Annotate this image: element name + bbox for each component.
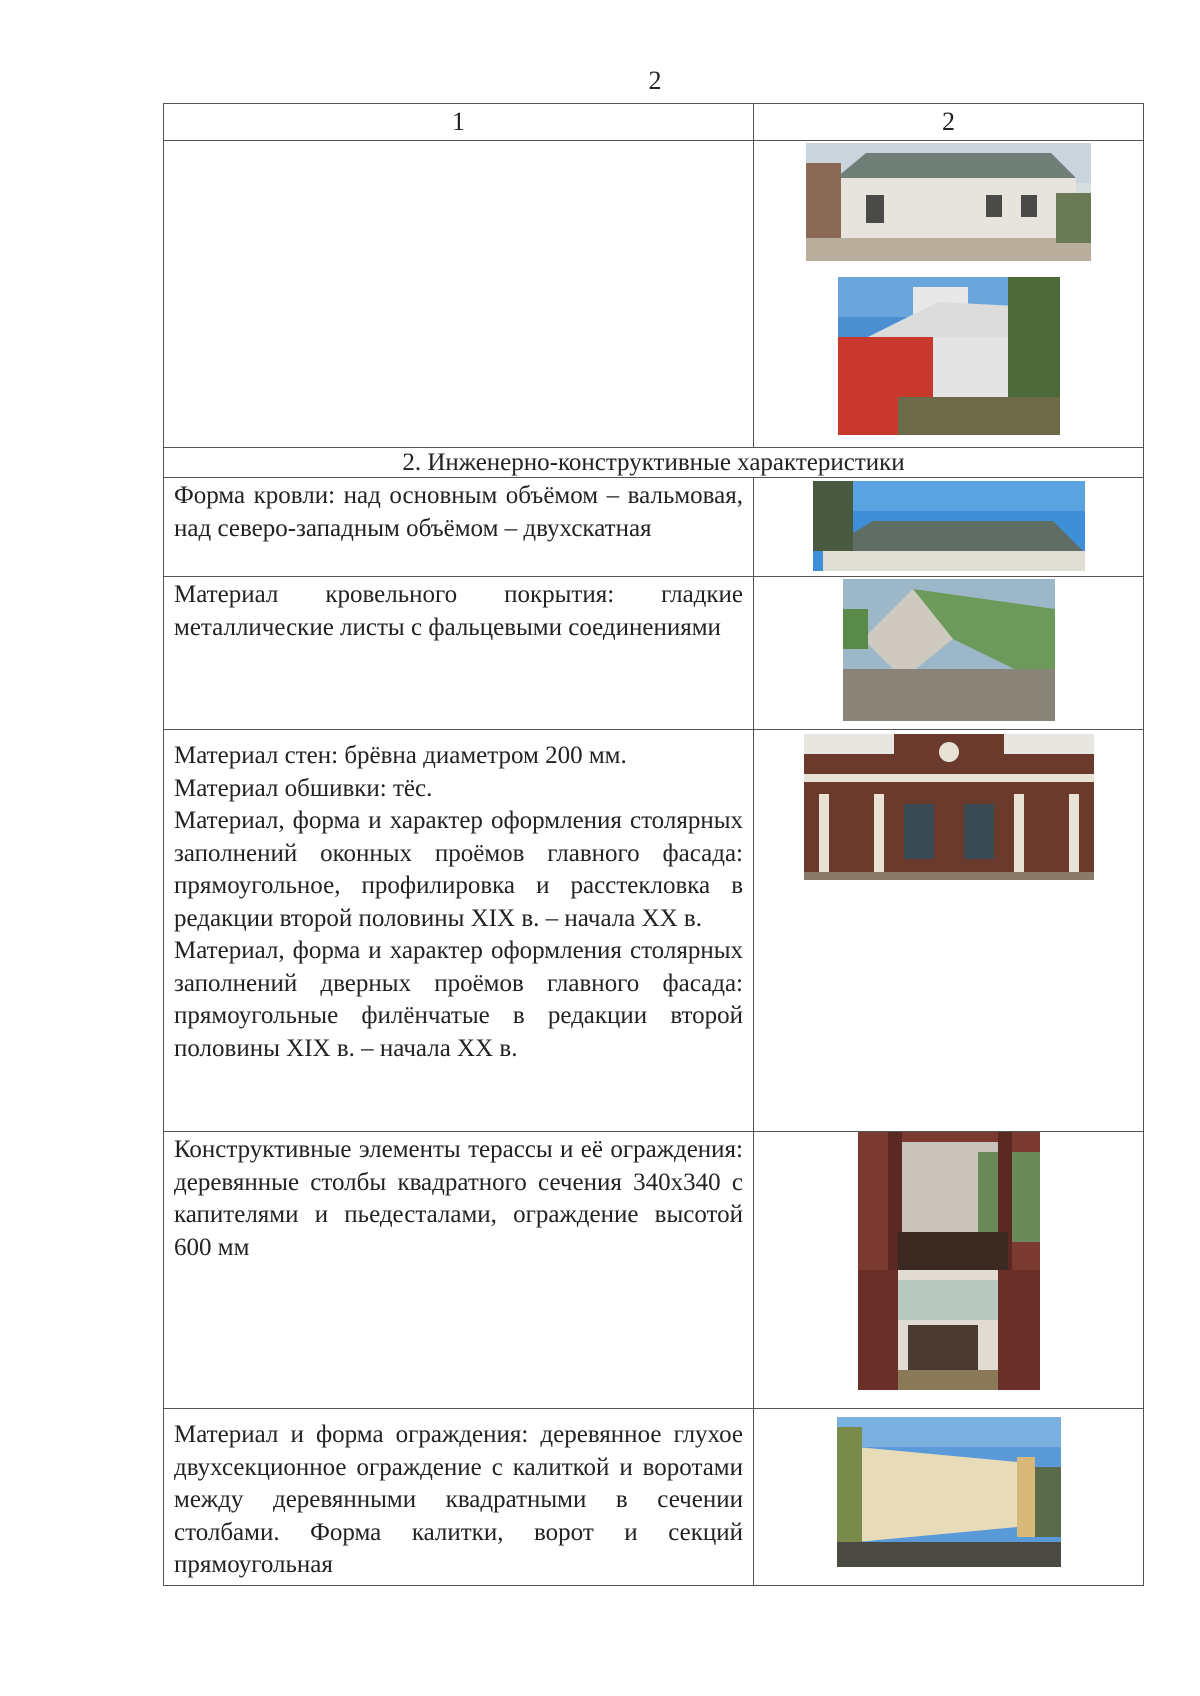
roof-form-text: Форма кровли: над основным объёмом – вальмовая, над северо-западным объёмом – двухскатная <box>174 482 743 542</box>
table-row <box>164 478 1144 577</box>
section-row <box>164 448 1144 478</box>
table-row <box>164 1132 1144 1409</box>
header-col-2: 2 <box>754 104 1144 141</box>
page-number: 2 <box>648 66 662 95</box>
header-col-1: 1 <box>164 104 754 141</box>
terrace-photo-2 <box>858 1270 1040 1390</box>
empty-text-cell <box>164 141 754 448</box>
section-title: 2. Инженерно-конструктивные характеристики <box>164 448 1144 478</box>
table-row <box>164 577 1144 730</box>
house-facade-photo <box>806 143 1091 261</box>
roof-photo <box>813 481 1085 571</box>
text-cell <box>164 577 754 730</box>
sheathing-material-text: Материал обшивки: тёс. <box>174 774 433 802</box>
photo-cell <box>754 478 1144 577</box>
text-cell <box>164 730 754 1132</box>
text-cell <box>164 1409 754 1586</box>
photo-cell <box>754 1132 1144 1409</box>
table-header-row <box>164 104 1144 141</box>
table-row <box>164 730 1144 1132</box>
roof-covering-photo <box>843 579 1055 721</box>
photo-cell <box>754 730 1144 1132</box>
table-row <box>164 1409 1144 1586</box>
fence-material-text: Материал и форма ограждения: деревянное глухое двухсекционное ограждение с калиткой и воротами между деревянными квадратными в сечении столбами. Форма калитки, ворот и секций прямоугольная <box>174 1421 743 1578</box>
door-joinery-text: Материал, форма и характер оформления столярных заполнений дверных проёмов главного фасада: прямоугольные филёнчатые в редакции второй половины XIX в. – начала XX в. <box>174 937 743 1062</box>
terrace-elements-text: Конструктивные элементы терассы и её ограждения: деревянные столбы квадратного сечения 340х340 с капителями и пьедесталами, ограждение высотой 600 мм <box>174 1136 743 1261</box>
text-cell <box>164 478 754 577</box>
main-facade-photo <box>804 734 1094 880</box>
roof-material-text: Материал кровельного покрытия: гладкие металлические листы с фальцевыми соединениями <box>174 581 743 641</box>
house-side-photo <box>838 277 1060 435</box>
characteristics-table <box>163 103 1144 1586</box>
fence-photo <box>837 1417 1061 1567</box>
photo-cell <box>754 141 1144 448</box>
wall-material-text: Материал стен: брёвна диаметром 200 мм. <box>174 742 627 769</box>
window-joinery-text: Материал, форма и характер оформления столярных заполнений оконных проёмов главного фасада: прямоугольное, профилировка и расстекловка в редакции второй половины XIX в. – начала XX в. <box>174 807 743 932</box>
text-cell <box>164 1132 754 1409</box>
terrace-photo-1 <box>858 1132 1040 1270</box>
photo-cell <box>754 1409 1144 1586</box>
table-row <box>164 141 1144 448</box>
photo-cell <box>754 577 1144 730</box>
